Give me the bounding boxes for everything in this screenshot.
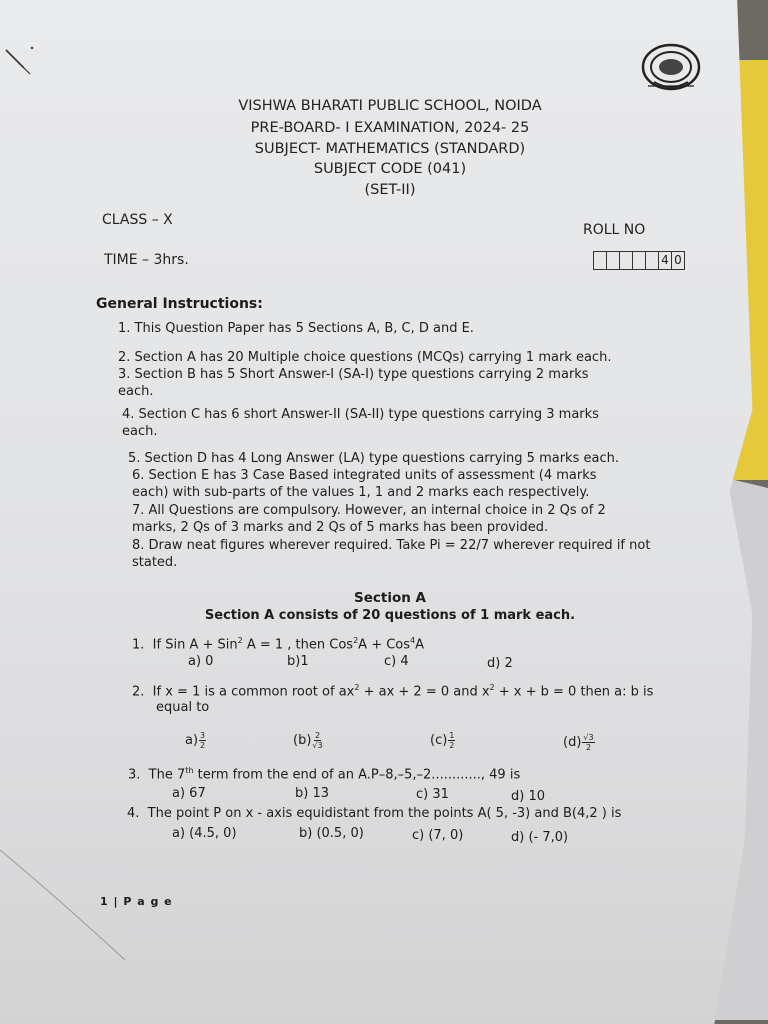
numerator: √3 (583, 733, 594, 742)
question-text: A (415, 637, 425, 653)
denominator: 2 (449, 741, 455, 750)
option-c: c) (7, 0) (412, 828, 464, 843)
instruction-item: 5. Section D has 4 Long Answer (LA) type questions carrying 5 marks each. (128, 451, 619, 466)
page-footer: 1 | P a g e (100, 895, 173, 908)
instruction-item: 3. Section B has 5 Short Answer-I (SA-I) type questions carrying 2 marks each. (118, 367, 589, 399)
question-1 (132, 636, 424, 652)
option-label: (d) (563, 735, 582, 750)
school-name: VISHWA BHARATI PUBLIC SCHOOL, NOIDA (238, 98, 542, 114)
subject-code: SUBJECT CODE (041) (313, 161, 467, 177)
option-a: a) 0 (188, 654, 214, 669)
exponent: 2 (489, 683, 495, 692)
pen-tick-mark (4, 44, 40, 80)
exponent: 2 (237, 636, 243, 645)
instruction-item: 8. Draw neat figures wherever required. Take Pi = 22/7 wherever required if not stated. (132, 538, 651, 570)
option-label: a) (185, 733, 199, 748)
exponent: 2 (354, 683, 360, 692)
class-label: CLASS – X (102, 212, 173, 228)
option-b: b) (0.5, 0) (299, 826, 364, 841)
instruction-item: 7. All Questions are compulsory. However, an internal choice in 2 Qs of 2 marks, 2 Qs of 3 marks and 2 Qs of 5 marks has been provided. (132, 503, 606, 535)
roll-box (646, 252, 659, 269)
option-c: c) 31 (416, 787, 449, 802)
option-d: d) (- 7,0) (511, 830, 569, 845)
roll-box (594, 252, 607, 269)
question-text: + x + b = 0 then a: b is (494, 684, 654, 700)
numerator: 3 (200, 731, 206, 740)
question-2 (132, 683, 653, 699)
subject-title: SUBJECT- MATHEMATICS (STANDARD) (254, 141, 526, 157)
fraction (199, 731, 206, 750)
exponent: 4 (410, 636, 416, 645)
instruction-item: 2. Section A has 20 Multiple choice questions (MCQs) carrying 1 mark each. (118, 350, 612, 365)
roll-box (620, 252, 633, 269)
section-subtitle: Section A consists of 20 questions of 1 mark each. (204, 608, 576, 623)
question-text: + ax + 2 = 0 and x (359, 684, 490, 700)
denominator: 2 (585, 743, 592, 752)
option-a (185, 731, 206, 750)
instruction-item: 4. Section C has 6 short Answer-II (SA-II) type questions carrying 3 marks each. (122, 407, 599, 439)
question-text: If Sin A + Sin (152, 637, 238, 653)
numerator: 2 (314, 731, 321, 740)
fraction (582, 733, 594, 752)
denominator: 2 (200, 741, 206, 750)
question-2-continued: equal to (156, 700, 210, 715)
option-a: a) (4.5, 0) (172, 826, 237, 841)
option-b (293, 731, 323, 750)
question-text: term from the end of an A.P–8,–5,–2............, 49 is (193, 767, 521, 783)
instructions-title: General Instructions: (96, 296, 263, 312)
option-d: d) 10 (511, 789, 545, 804)
question-number: 1. (132, 637, 145, 653)
time-label: TIME – 3hrs. (104, 252, 189, 268)
school-emblem-icon (640, 42, 702, 92)
question-number: 4. (127, 806, 140, 821)
section-title: Section A (354, 590, 426, 606)
question-3 (128, 766, 520, 782)
option-c: c) 4 (384, 654, 409, 669)
paper-fold-crease (0, 820, 130, 970)
question-number: 2. (132, 684, 145, 700)
denominator: √3 (312, 741, 323, 750)
roll-box (607, 252, 620, 269)
option-a: a) 67 (172, 786, 206, 801)
fraction (448, 731, 455, 750)
roll-number-boxes (593, 251, 685, 270)
question-text: The point P on x - axis equidistant from the points A( 5, -3) and B(4,2 ) is (147, 806, 622, 821)
option-b: b)1 (287, 654, 309, 669)
roll-no-label: ROLL NO (583, 222, 646, 238)
option-d: d) 2 (487, 656, 513, 671)
option-label: (b) (293, 733, 312, 748)
instruction-item: 6. Section E has 3 Case Based integrated units of assessment (4 marks each) with sub-parts of the values 1, 1 and 2 marks each respectively. (132, 468, 597, 500)
question-text: If x = 1 is a common root of ax (152, 684, 355, 700)
exponent: 2 (353, 636, 359, 645)
option-label: (c) (430, 733, 448, 748)
question-number: 3. (128, 767, 141, 783)
roll-box (633, 252, 646, 269)
roll-box: 0 (674, 253, 682, 267)
question-text: The 7 (148, 767, 186, 783)
superscript: th (185, 766, 194, 775)
question-4 (127, 806, 621, 821)
numerator: 1 (449, 731, 455, 740)
option-c (430, 731, 455, 750)
question-text: A = 1 , then Cos (246, 637, 354, 653)
roll-box: 4 (659, 252, 672, 269)
option-d (563, 733, 595, 752)
exam-title: PRE-BOARD- I EXAMINATION, 2024- 25 (250, 120, 530, 136)
fraction (312, 731, 322, 750)
question-text: A + Cos (358, 637, 411, 653)
instruction-item: 1. This Question Paper has 5 Sections A, B, C, D and E. (118, 321, 474, 336)
option-b: b) 13 (295, 786, 329, 801)
set-label: (SET-II) (364, 182, 416, 198)
